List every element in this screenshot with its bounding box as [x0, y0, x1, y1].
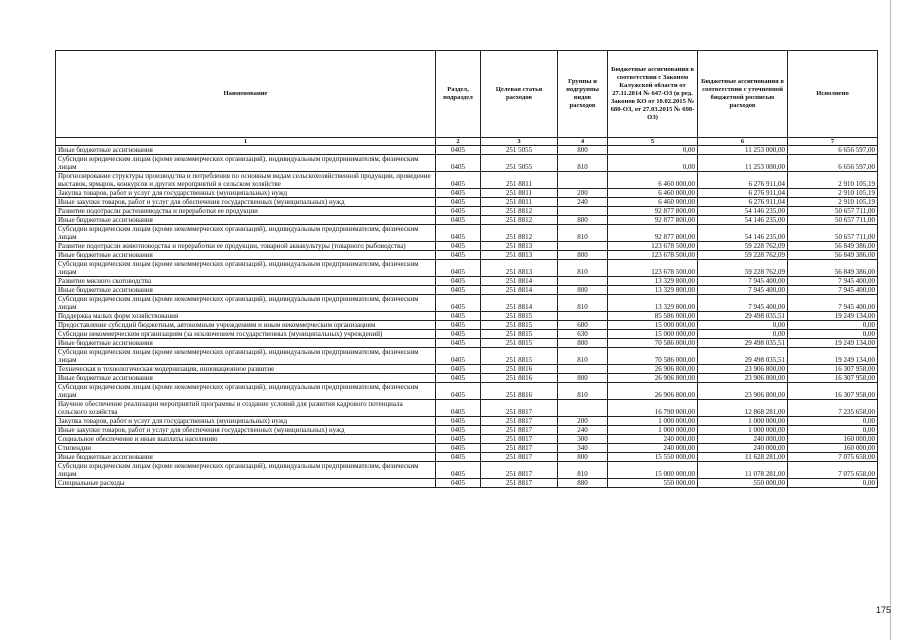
row-group-cell: 800: [558, 216, 608, 225]
row-target-cell: 251 8815: [481, 348, 558, 365]
row-target-cell: 251 8815: [481, 312, 558, 321]
row-budget-schedule-cell: 11 253 000,00: [698, 155, 788, 172]
row-budget-schedule-cell: 6 276 911,04: [698, 189, 788, 198]
row-budget-schedule-cell: 240 000,00: [698, 444, 788, 453]
row-budget-law-cell: 1 000 000,00: [608, 426, 698, 435]
row-name-cell: Субсидии юридическим лицам (кроме некоммерческих организаций), индивидуальным предпринимателям, физическим лицам: [56, 260, 436, 277]
row-budget-law-cell: 15 000 000,00: [608, 321, 698, 330]
row-section-cell: 0405: [436, 417, 481, 426]
row-target-cell: 251 8814: [481, 295, 558, 312]
table-row: [56, 312, 878, 321]
row-group-cell: 810: [558, 462, 608, 479]
row-executed-cell: 2 910 105,19: [788, 172, 878, 189]
row-executed-cell: 7 945 400,00: [788, 277, 878, 286]
row-section-cell: 0405: [436, 374, 481, 383]
row-section-cell: 0405: [436, 189, 481, 198]
row-executed-cell: 50 657 711,00: [788, 216, 878, 225]
row-target-cell: 251 8811: [481, 172, 558, 189]
row-name-cell: Предоставление субсидий бюджетным, автономным учреждениям и иным некоммерческим организациям: [56, 321, 436, 330]
row-target-cell: 251 8812: [481, 207, 558, 216]
row-name-cell: Закупка товаров, работ и услуг для государственных (муниципальных) нужд: [56, 417, 436, 426]
row-budget-law-cell: 26 906 800,00: [608, 365, 698, 374]
row-budget-law-cell: 26 906 800,00: [608, 374, 698, 383]
table-row: [56, 479, 878, 488]
table-row: [56, 417, 878, 426]
row-group-cell: [558, 312, 608, 321]
row-name-cell: Субсидии некоммерческим организациям (за исключением государственных (муниципальных) учреждений): [56, 330, 436, 339]
row-name-cell: Иные бюджетные ассигнования: [56, 216, 436, 225]
row-name-cell: Прогнозирование структуры производства и потребления по основным видам сельскохозяйственной продукции, проведение выставок, ярмарок, конкурсов и других мероприятий в сельском хозяйстве: [56, 172, 436, 189]
row-section-cell: 0405: [436, 365, 481, 374]
row-target-cell: 251 8817: [481, 435, 558, 444]
row-budget-schedule-cell: 23 906 800,00: [698, 374, 788, 383]
row-section-cell: 0405: [436, 426, 481, 435]
row-section-cell: 0405: [436, 198, 481, 207]
row-group-cell: [558, 277, 608, 286]
row-name-cell: Поддержка малых форм хозяйствования: [56, 312, 436, 321]
table-row: [56, 155, 878, 172]
row-budget-law-cell: 240 000,00: [608, 435, 698, 444]
row-target-cell: 251 8813: [481, 260, 558, 277]
table-row: [56, 286, 878, 295]
row-target-cell: 251 5055: [481, 155, 558, 172]
row-budget-law-cell: 6 460 000,00: [608, 172, 698, 189]
row-name-cell: Иные бюджетные ассигнования: [56, 453, 436, 462]
row-budget-law-cell: 92 877 800,00: [608, 225, 698, 242]
row-section-cell: 0405: [436, 260, 481, 277]
row-group-cell: 800: [558, 286, 608, 295]
table-row: [56, 339, 878, 348]
row-name-cell: Иные бюджетные ассигнования: [56, 339, 436, 348]
row-section-cell: 0405: [436, 312, 481, 321]
row-budget-law-cell: 0,00: [608, 146, 698, 155]
row-group-cell: 810: [558, 260, 608, 277]
row-executed-cell: 0,00: [788, 479, 878, 488]
column-number-row: [56, 138, 878, 146]
row-group-cell: 200: [558, 189, 608, 198]
row-budget-law-cell: 0,00: [608, 155, 698, 172]
row-budget-law-cell: 16 790 000,00: [608, 400, 698, 417]
row-budget-law-cell: 70 586 000,00: [608, 339, 698, 348]
row-target-cell: 251 5055: [481, 146, 558, 155]
row-group-cell: [558, 400, 608, 417]
row-executed-cell: 19 249 134,00: [788, 348, 878, 365]
table-row: [56, 444, 878, 453]
row-budget-law-cell: 15 000 000,00: [608, 330, 698, 339]
header-target-article: Целевая статья расходов: [481, 51, 558, 138]
row-group-cell: 810: [558, 348, 608, 365]
row-budget-law-cell: 240 000,00: [608, 444, 698, 453]
row-executed-cell: 16 307 958,00: [788, 383, 878, 400]
row-name-cell: Специальные расходы: [56, 479, 436, 488]
row-budget-schedule-cell: 11 253 000,00: [698, 146, 788, 155]
row-budget-schedule-cell: 7 945 400,00: [698, 286, 788, 295]
row-name-cell: Субсидии юридическим лицам (кроме некоммерческих организаций), индивидуальным предпринимателям, физическим лицам: [56, 225, 436, 242]
row-target-cell: 251 8815: [481, 321, 558, 330]
row-section-cell: 0405: [436, 435, 481, 444]
row-group-cell: [558, 207, 608, 216]
row-target-cell: 251 8812: [481, 216, 558, 225]
row-budget-law-cell: 92 877 800,00: [608, 216, 698, 225]
row-group-cell: 800: [558, 339, 608, 348]
table-row: [56, 146, 878, 155]
row-section-cell: 0405: [436, 479, 481, 488]
row-group-cell: 800: [558, 146, 608, 155]
row-group-cell: [558, 242, 608, 251]
row-group-cell: 630: [558, 330, 608, 339]
row-executed-cell: 50 657 711,00: [788, 225, 878, 242]
row-group-cell: 810: [558, 295, 608, 312]
page-edge-line: [890, 0, 891, 640]
row-budget-law-cell: 13 329 800,00: [608, 277, 698, 286]
row-name-cell: Иные закупки товаров, работ и услуг для обеспечения государственных (муниципальных) нужд: [56, 426, 436, 435]
header-name: Наименование: [56, 51, 436, 138]
table-header-row: [56, 51, 878, 138]
row-group-cell: [558, 365, 608, 374]
row-section-cell: 0405: [436, 146, 481, 155]
row-budget-schedule-cell: 240 000,00: [698, 435, 788, 444]
row-executed-cell: 6 656 597,00: [788, 146, 878, 155]
row-budget-law-cell: 6 460 000,00: [608, 189, 698, 198]
row-group-cell: 300: [558, 435, 608, 444]
row-section-cell: 0405: [436, 172, 481, 189]
row-name-cell: Субсидии юридическим лицам (кроме некоммерческих организаций), индивидуальным предпринимателям, физическим лицам: [56, 462, 436, 479]
row-section-cell: 0405: [436, 286, 481, 295]
header-section: Раздел, подраздел: [436, 51, 481, 138]
table-row: [56, 198, 878, 207]
row-executed-cell: 56 849 386,00: [788, 251, 878, 260]
row-executed-cell: 16 307 958,00: [788, 365, 878, 374]
row-section-cell: 0405: [436, 155, 481, 172]
row-budget-schedule-cell: 7 945 400,00: [698, 277, 788, 286]
row-name-cell: Субсидии юридическим лицам (кроме некоммерческих организаций), индивидуальным предпринимателям, физическим лицам: [56, 295, 436, 312]
row-executed-cell: 0,00: [788, 426, 878, 435]
row-budget-law-cell: 123 678 500,00: [608, 242, 698, 251]
row-executed-cell: 0,00: [788, 417, 878, 426]
row-budget-law-cell: 70 586 000,00: [608, 348, 698, 365]
row-executed-cell: 16 307 958,00: [788, 374, 878, 383]
row-budget-law-cell: 15 000 000,00: [608, 462, 698, 479]
row-budget-law-cell: 26 906 800,00: [608, 383, 698, 400]
table-row: [56, 216, 878, 225]
row-group-cell: 800: [558, 374, 608, 383]
row-target-cell: 251 8815: [481, 339, 558, 348]
row-name-cell: Развитие подотрасли растениеводства и переработки ее продукции: [56, 207, 436, 216]
column-number: 5: [608, 138, 698, 146]
budget-table: [55, 50, 878, 488]
column-number: 2: [436, 138, 481, 146]
row-budget-law-cell: 92 877 800,00: [608, 207, 698, 216]
row-budget-schedule-cell: 54 146 235,00: [698, 225, 788, 242]
row-budget-schedule-cell: 29 498 035,51: [698, 339, 788, 348]
row-section-cell: 0405: [436, 225, 481, 242]
row-budget-schedule-cell: 59 228 762,09: [698, 260, 788, 277]
row-group-cell: 810: [558, 383, 608, 400]
row-target-cell: 251 8817: [481, 479, 558, 488]
row-section-cell: 0405: [436, 348, 481, 365]
table-row: [56, 207, 878, 216]
row-name-cell: Закупка товаров, работ и услуг для государственных (муниципальных) нужд: [56, 189, 436, 198]
table-row: [56, 172, 878, 189]
table-row: [56, 277, 878, 286]
row-name-cell: Субсидии юридическим лицам (кроме некоммерческих организаций), индивидуальным предпринимателям, физическим лицам: [56, 348, 436, 365]
row-section-cell: 0405: [436, 216, 481, 225]
row-executed-cell: 50 657 711,00: [788, 207, 878, 216]
row-budget-law-cell: 123 678 500,00: [608, 251, 698, 260]
row-executed-cell: 160 000,00: [788, 444, 878, 453]
row-target-cell: 251 8817: [481, 453, 558, 462]
row-target-cell: 251 8813: [481, 242, 558, 251]
row-executed-cell: 0,00: [788, 330, 878, 339]
row-name-cell: Научное обеспечение реализации мероприятий программы и создание условий для развития кадрового потенциала сельского хозяйства: [56, 400, 436, 417]
row-target-cell: 251 8817: [481, 426, 558, 435]
row-budget-schedule-cell: 59 228 762,09: [698, 242, 788, 251]
table-row: [56, 365, 878, 374]
table-row: [56, 453, 878, 462]
row-group-cell: [558, 172, 608, 189]
row-executed-cell: 7 075 658,00: [788, 462, 878, 479]
row-budget-law-cell: 85 586 000,00: [608, 312, 698, 321]
row-section-cell: 0405: [436, 330, 481, 339]
row-executed-cell: 0,00: [788, 321, 878, 330]
row-budget-law-cell: 1 000 000,00: [608, 417, 698, 426]
row-name-cell: Иные бюджетные ассигнования: [56, 251, 436, 260]
row-executed-cell: 2 910 105,19: [788, 189, 878, 198]
row-target-cell: 251 8813: [481, 251, 558, 260]
header-budget-schedule: Бюджетные ассигнования в соответствии с уточненной бюджетной росписью расходов: [698, 51, 788, 138]
column-number: 1: [56, 138, 436, 146]
column-number: 6: [698, 138, 788, 146]
row-target-cell: 251 8814: [481, 286, 558, 295]
row-name-cell: Техническая и технологическая модернизация, инновационное развитие: [56, 365, 436, 374]
row-budget-law-cell: 123 678 500,00: [608, 260, 698, 277]
table-row: [56, 295, 878, 312]
row-target-cell: 251 8812: [481, 225, 558, 242]
table-row: [56, 251, 878, 260]
row-budget-schedule-cell: 11 078 281,00: [698, 462, 788, 479]
row-budget-schedule-cell: 23 906 800,00: [698, 365, 788, 374]
row-section-cell: 0405: [436, 207, 481, 216]
table-row: [56, 189, 878, 198]
table-row: [56, 330, 878, 339]
row-target-cell: 251 8815: [481, 330, 558, 339]
row-name-cell: Развитие подотрасли животноводства и переработки ее продукции, товарной аквакультуры (товарного рыбоводства): [56, 242, 436, 251]
row-executed-cell: 56 849 386,00: [788, 242, 878, 251]
row-section-cell: 0405: [436, 321, 481, 330]
row-budget-law-cell: 13 329 800,00: [608, 295, 698, 312]
row-section-cell: 0405: [436, 277, 481, 286]
row-budget-law-cell: 6 460 000,00: [608, 198, 698, 207]
column-number: 3: [481, 138, 558, 146]
row-budget-schedule-cell: 0,00: [698, 330, 788, 339]
row-target-cell: 251 8814: [481, 277, 558, 286]
column-number: 4: [558, 138, 608, 146]
row-target-cell: 251 8811: [481, 189, 558, 198]
row-name-cell: Развитие мясного скотоводства: [56, 277, 436, 286]
row-budget-schedule-cell: 11 628 281,00: [698, 453, 788, 462]
row-section-cell: 0405: [436, 453, 481, 462]
row-name-cell: Иные бюджетные ассигнования: [56, 146, 436, 155]
row-name-cell: Иные закупки товаров, работ и услуг для обеспечения государственных (муниципальных) нужд: [56, 198, 436, 207]
row-group-cell: 800: [558, 453, 608, 462]
row-budget-schedule-cell: 23 906 800,00: [698, 383, 788, 400]
row-budget-schedule-cell: 0,00: [698, 321, 788, 330]
table-body: [56, 146, 878, 488]
row-group-cell: 240: [558, 426, 608, 435]
row-name-cell: Иные бюджетные ассигнования: [56, 374, 436, 383]
table-row: [56, 383, 878, 400]
row-section-cell: 0405: [436, 383, 481, 400]
row-executed-cell: 19 249 134,00: [788, 312, 878, 321]
table-row: [56, 242, 878, 251]
row-group-cell: 810: [558, 155, 608, 172]
row-section-cell: 0405: [436, 400, 481, 417]
row-section-cell: 0405: [436, 295, 481, 312]
row-budget-schedule-cell: 29 498 035,51: [698, 348, 788, 365]
row-name-cell: Субсидии юридическим лицам (кроме некоммерческих организаций), индивидуальным предпринимателям, физическим лицам: [56, 383, 436, 400]
row-section-cell: 0405: [436, 339, 481, 348]
table-row: [56, 426, 878, 435]
table-row: [56, 462, 878, 479]
row-name-cell: Иные бюджетные ассигнования: [56, 286, 436, 295]
row-executed-cell: 7 075 658,00: [788, 453, 878, 462]
row-section-cell: 0405: [436, 242, 481, 251]
row-group-cell: 600: [558, 321, 608, 330]
row-executed-cell: 6 656 597,00: [788, 155, 878, 172]
row-group-cell: 340: [558, 444, 608, 453]
row-target-cell: 251 8816: [481, 374, 558, 383]
row-group-cell: 200: [558, 417, 608, 426]
table-row: [56, 260, 878, 277]
header-expense-group: Группы и подгруппы видов расходов: [558, 51, 608, 138]
table-row: [56, 374, 878, 383]
row-target-cell: 251 8817: [481, 462, 558, 479]
row-group-cell: 880: [558, 479, 608, 488]
row-section-cell: 0405: [436, 462, 481, 479]
row-section-cell: 0405: [436, 444, 481, 453]
table-row: [56, 321, 878, 330]
row-target-cell: 251 8811: [481, 198, 558, 207]
row-budget-schedule-cell: 1 000 000,00: [698, 417, 788, 426]
row-budget-schedule-cell: 6 276 911,04: [698, 172, 788, 189]
row-executed-cell: 56 849 386,00: [788, 260, 878, 277]
row-name-cell: Субсидии юридическим лицам (кроме некоммерческих организаций), индивидуальным предпринимателям, физическим лицам: [56, 155, 436, 172]
page-number: 175: [876, 605, 892, 615]
row-group-cell: 810: [558, 225, 608, 242]
row-name-cell: Социальное обеспечение и иные выплаты населению: [56, 435, 436, 444]
row-budget-schedule-cell: 7 945 400,00: [698, 295, 788, 312]
column-number: 7: [788, 138, 878, 146]
header-budget-law: Бюджетные ассигнования в соответствии с Законом Калужской области от 27.11.2014 № 647-ОЗ (в ред. Законов КО от 10.02.2015 № 680-ОЗ, от 27.03.2015 № 698-ОЗ): [608, 51, 698, 138]
row-target-cell: 251 8817: [481, 444, 558, 453]
row-section-cell: 0405: [436, 251, 481, 260]
row-name-cell: Стипендии: [56, 444, 436, 453]
table-row: [56, 348, 878, 365]
row-budget-schedule-cell: 6 276 911,04: [698, 198, 788, 207]
header-executed: Исполнено: [788, 51, 878, 138]
row-executed-cell: 2 910 105,19: [788, 198, 878, 207]
row-executed-cell: 160 000,00: [788, 435, 878, 444]
table-row: [56, 435, 878, 444]
row-executed-cell: 7 945 400,00: [788, 286, 878, 295]
row-group-cell: 800: [558, 251, 608, 260]
row-group-cell: 240: [558, 198, 608, 207]
table-row: [56, 400, 878, 417]
row-budget-schedule-cell: 59 228 762,09: [698, 251, 788, 260]
row-executed-cell: 7 945 400,00: [788, 295, 878, 312]
row-budget-schedule-cell: 29 498 035,51: [698, 312, 788, 321]
row-target-cell: 251 8817: [481, 400, 558, 417]
row-executed-cell: 19 249 134,00: [788, 339, 878, 348]
row-budget-schedule-cell: 12 868 281,00: [698, 400, 788, 417]
row-target-cell: 251 8816: [481, 383, 558, 400]
table-row: [56, 225, 878, 242]
row-executed-cell: 7 235 658,00: [788, 400, 878, 417]
row-budget-law-cell: 13 329 800,00: [608, 286, 698, 295]
row-budget-schedule-cell: 550 000,00: [698, 479, 788, 488]
row-budget-law-cell: 550 000,00: [608, 479, 698, 488]
row-budget-schedule-cell: 1 000 000,00: [698, 426, 788, 435]
row-budget-schedule-cell: 54 146 235,00: [698, 207, 788, 216]
row-target-cell: 251 8817: [481, 417, 558, 426]
row-budget-law-cell: 15 550 000,00: [608, 453, 698, 462]
row-target-cell: 251 8816: [481, 365, 558, 374]
row-budget-schedule-cell: 54 146 235,00: [698, 216, 788, 225]
